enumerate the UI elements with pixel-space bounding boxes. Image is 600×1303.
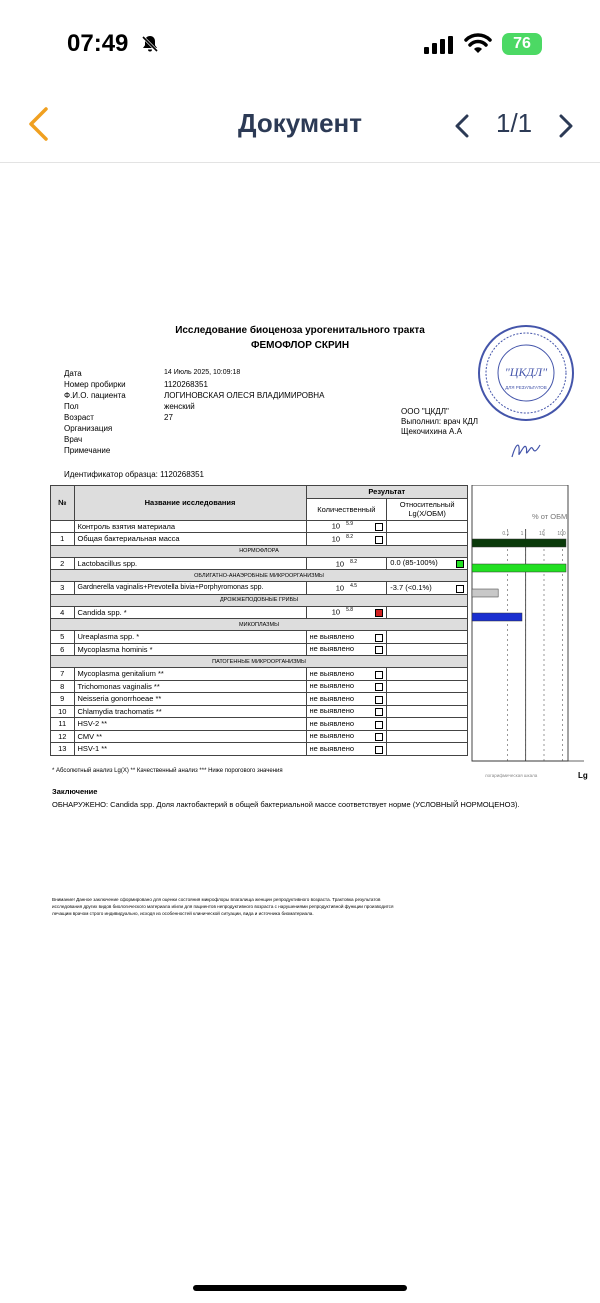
category-row [51, 619, 468, 631]
quant-exp: 5.9 [346, 521, 354, 528]
row-name: HSV-1 ** [74, 743, 306, 756]
lab-person: Щекочихина А.А [401, 427, 462, 436]
note-label: Примечание [64, 446, 111, 455]
status-time: 07:49 [67, 30, 129, 57]
org-label: Организация [64, 424, 113, 433]
row-name: Mycoplasma hominis * [74, 643, 306, 656]
green-status-icon [456, 560, 464, 568]
axis-label-lg: Lg [578, 771, 588, 780]
row-num: 6 [51, 643, 75, 656]
sex-label: Пол [64, 402, 79, 411]
quant-exp: 8.2 [346, 533, 354, 540]
chart-title: % от ОБМ [532, 512, 568, 521]
conclusion-label: Заключение [52, 787, 98, 796]
row-num: 2 [51, 557, 75, 570]
row-name: Lactobacillus spp. [74, 557, 306, 570]
category-row [51, 594, 468, 606]
prev-page-icon[interactable] [454, 114, 470, 138]
table-row [51, 557, 468, 570]
signature-mark [510, 437, 544, 463]
row-name: HSV-2 ** [74, 718, 306, 731]
checkbox-icon [375, 696, 383, 704]
home-indicator [193, 1285, 407, 1291]
row-name: Ureaplasma spp. * [74, 631, 306, 644]
row-num: 3 [51, 582, 75, 595]
col-name-header: Название исследования [74, 486, 306, 521]
col-rel-header: Относительный Lg(X/ОБМ) [387, 498, 468, 520]
status-bar [0, 0, 600, 88]
quant-base: 10 [335, 583, 345, 593]
conclusion-text: ОБНАРУЖЕНО: Candida spp. Доля лактобактерий в общей бактериальной массе соответствует норме (УСЛОВНЫЙ НОРМОЦЕНОЗ). [52, 800, 520, 809]
stamp-bottom-text: ДЛЯ РЕЗУЛЬТАТОВ [505, 385, 547, 390]
qual-value: не выявлено [309, 668, 355, 678]
row-name: Trichomonas vaginalis ** [74, 680, 306, 693]
row-name: Gardnerella vaginalis+Prevotella bivia+Porphyromonas spp. [74, 582, 306, 595]
row-name: Neisseria gonorrhoeae ** [74, 693, 306, 706]
stamp-center-text: "ЦКДЛ" [504, 365, 548, 379]
quant-exp: 4.5 [350, 583, 358, 589]
table-row [51, 606, 468, 619]
wifi-icon [464, 33, 492, 55]
chart-axis-sub: логарифмическая шкала [485, 773, 538, 778]
footnote: * Абсолютный анализ Lg(X) ** Качественный анализ *** Ниже порогового значения [52, 768, 283, 774]
category-anaerobes: ОБЛИГАТНО-АНАЭРОБНЫЕ МИКРООРГАНИЗМЫ [51, 570, 468, 582]
qual-value: не выявлено [309, 718, 355, 728]
disclaimer-line: лечащим врачом строго индивидуально, исходя из особенностей клинической ситуации, вида и источника биоматериала. [52, 911, 314, 916]
table-row [51, 705, 468, 718]
sex-value: женский [164, 402, 195, 411]
bar [472, 539, 566, 547]
row-num: 8 [51, 680, 75, 693]
category-normoflora: НОРМОФЛОРА [51, 545, 468, 557]
table-row [51, 693, 468, 706]
name-label: Ф.И.О. пациента [64, 391, 126, 400]
checkbox-icon [375, 536, 383, 544]
checkbox-icon [375, 733, 383, 741]
results-table [50, 485, 468, 756]
page-indicator: 1/1 [496, 108, 533, 138]
category-row [51, 570, 468, 582]
row-num: 4 [51, 606, 75, 619]
doc-subtitle: ФЕМОФЛОР СКРИН [250, 340, 350, 351]
row-name: Общая бактериальная масса [74, 533, 306, 546]
document-page [0, 163, 600, 1263]
table-row [51, 643, 468, 656]
row-name: Mycoplasma genitalium ** [74, 668, 306, 681]
category-row [51, 656, 468, 668]
checkbox-icon [375, 683, 383, 691]
quant-base: 10 [335, 559, 345, 568]
category-mycoplasma: МИКОПЛАЗМЫ [51, 619, 468, 631]
rel-value: 0.0 (85-100%) [390, 558, 438, 568]
lab-name: ООО "ЦКДЛ" [401, 407, 449, 416]
table-row [51, 668, 468, 681]
red-status-icon [375, 609, 383, 617]
table-row [51, 582, 468, 595]
checkbox-icon [375, 646, 383, 654]
row-num: 12 [51, 730, 75, 743]
qual-value: не выявлено [309, 631, 355, 641]
row-num: 5 [51, 631, 75, 644]
row-name: Контроль взятия материала [74, 520, 306, 533]
name-value: ЛОГИНОВСКАЯ ОЛЕСЯ ВЛАДИМИРОВНА [164, 391, 325, 400]
table-row [51, 631, 468, 644]
category-row [51, 545, 468, 557]
table-row [51, 743, 468, 756]
row-num: 7 [51, 668, 75, 681]
doctor-label: Врач [64, 435, 83, 444]
checkbox-icon [375, 523, 383, 531]
quant-base: 10 [331, 521, 341, 531]
table-row [51, 730, 468, 743]
qual-value: не выявлено [309, 693, 355, 703]
battery-level: 76 [513, 35, 531, 52]
date-label: Дата [64, 369, 82, 378]
top-tick-label: 0.1 [502, 531, 510, 537]
qual-value: не выявлено [309, 681, 355, 691]
disclaimer-line: Внимание! Данное заключение сформировано для оценки состояния микрофлоры влагалища женщин репродуктивного возраста. Трактовка результатов [52, 897, 381, 902]
checkbox-icon [375, 671, 383, 679]
page-title: Документ [238, 108, 362, 138]
row-num: 13 [51, 743, 75, 756]
col-result-header: Результат [306, 486, 468, 499]
doc-title: Исследование биоценоза урогенитального тракта [175, 325, 425, 336]
category-yeast: ДРОЖЖЕПОДОБНЫЕ ГРИБЫ [51, 594, 468, 606]
lab-performed: Выполнил: врач КДЛ [401, 417, 479, 426]
rel-value: -3.7 (<0.1%) [390, 582, 432, 592]
date-value: 14 Июль 2025, 10:09:18 [164, 369, 241, 376]
bar [472, 564, 566, 572]
lab-stamp [476, 323, 576, 423]
table-row [51, 533, 468, 546]
row-num: 9 [51, 693, 75, 706]
chart-frame [472, 485, 568, 761]
checkbox-icon [375, 634, 383, 642]
nav-bar [0, 88, 600, 163]
bar [472, 613, 522, 621]
table-row [51, 718, 468, 731]
row-name: CMV ** [74, 730, 306, 743]
row-num: 1 [51, 533, 75, 546]
top-tick-label: 1 [520, 531, 524, 537]
top-tick-label: 10 [539, 531, 545, 537]
age-label: Возраст [64, 413, 94, 422]
bell-muted-icon [140, 34, 160, 54]
tube-label: Номер пробирки [64, 380, 126, 389]
cellular-signal-icon [424, 36, 454, 54]
col-num-header: № [51, 486, 75, 521]
row-num: 11 [51, 718, 75, 731]
next-page-icon[interactable] [558, 114, 574, 138]
bar [472, 589, 498, 597]
top-tick-label: 100 [557, 531, 566, 537]
quant-base: 10 [331, 607, 341, 617]
battery-indicator [502, 33, 542, 55]
table-row [51, 520, 468, 533]
sample-id: Идентификатор образца: 1120268351 [64, 470, 204, 479]
col-quant-header: Количественный [306, 498, 387, 520]
row-name: Candida spp. * [74, 606, 306, 619]
quant-exp: 5.8 [346, 607, 354, 614]
quant-exp: 8.2 [350, 558, 358, 565]
lg-bar-chart [470, 485, 586, 767]
category-pathogens: ПАТОГЕННЫЕ МИКРООРГАНИЗМЫ [51, 656, 468, 668]
qual-value: не выявлено [309, 706, 355, 716]
row-num: 10 [51, 705, 75, 718]
checkbox-icon [375, 708, 383, 716]
qual-value: не выявлено [309, 731, 355, 741]
quant-base: 10 [331, 534, 341, 544]
age-value: 27 [164, 413, 173, 422]
checkbox-icon [375, 721, 383, 729]
disclaimer-line: исследования других видов биологического материала и/или для пациентов непродуктивного возраста с нарушениями репродуктивной функции производится [52, 904, 394, 909]
checkbox-icon [456, 585, 464, 593]
qual-value: не выявлено [309, 644, 355, 654]
qual-value: не выявлено [309, 743, 355, 753]
tube-value: 1120268351 [164, 380, 208, 389]
checkbox-icon [375, 746, 383, 754]
table-row [51, 680, 468, 693]
row-name: Chlamydia trachomatis ** [74, 705, 306, 718]
